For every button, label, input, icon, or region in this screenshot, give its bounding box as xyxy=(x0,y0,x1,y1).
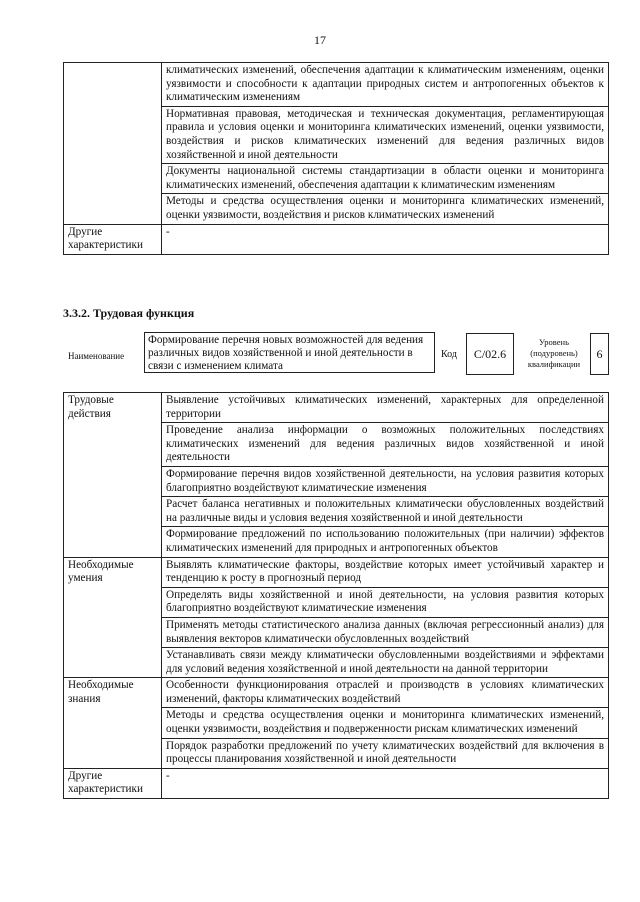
table-row: Порядок разработки предложений по учету климатических воздействий для включения в процессы планирования хозяйственной и иной деятельности xyxy=(162,738,609,768)
knowledge-label: Необходимые знания xyxy=(64,678,162,769)
other-characteristics-value: - xyxy=(162,768,609,798)
name-label: Наименование xyxy=(68,351,125,361)
level-value: 6 xyxy=(590,333,609,375)
table-row: Расчет баланса негативных и положительных климатически обусловленных воздействий на различные виды и условия ведения хозяйственной и иной деятельности xyxy=(162,497,609,527)
table-row: Особенности функционирования отраслей и производств в условиях климатических изменений, факторы климатических воздействий xyxy=(162,678,609,708)
function-title: Формирование перечня новых возможностей для ведения различных видов хозяйственной и иной деятельности в связи с изменением климата xyxy=(144,332,435,373)
table-row: Формирование перечня видов хозяйственной деятельности, на условия развития которых благоприятно воздействуют климатические изменения xyxy=(162,466,609,496)
other-characteristics-value: - xyxy=(162,224,609,254)
function-code: C/02.6 xyxy=(466,333,514,375)
table-row: Выявление устойчивых климатических изменений, характерных для определенной территории xyxy=(162,393,609,423)
other-characteristics-label: Другие характеристики xyxy=(64,224,162,254)
table-row: Устанавливать связи между климатически обусловленными воздействиями и эффектами для условий ведения хозяйственной и иной деятельности на данной территории xyxy=(162,648,609,678)
empty-label-cell xyxy=(64,63,162,225)
section-heading: 3.3.2. Трудовая функция xyxy=(63,306,195,320)
level-label: Уровень (подуровень) квалификации xyxy=(527,337,581,369)
code-label: Код xyxy=(441,349,457,360)
labor-function-table xyxy=(63,392,609,799)
page-number: 17 xyxy=(314,33,326,47)
skills-label: Необходимые умения xyxy=(64,557,162,678)
labor-actions-label: Трудовые действия xyxy=(64,393,162,558)
table-row: Документы национальной системы стандартизации в области оценки и мониторинга климатических изменений, обеспечения адаптации к климатическим изменениям xyxy=(162,164,609,194)
table-row: Выявлять климатические факторы, воздействие которых имеет устойчивый характер и тенденцию к росту в прогнозный период xyxy=(162,557,609,587)
continuation-table xyxy=(63,62,609,255)
table-row: Применять методы статистического анализа данных (включая регрессионный анализ) для выявления векторов климатически обусловленных воздействий xyxy=(162,617,609,647)
table-row: Проведение анализа информации о возможных положительных последствиях климатических изменений для ведения различных видов хозяйственной и иной деятельности xyxy=(162,423,609,467)
table-row: климатических изменений, обеспечения адаптации к климатическим изменениям, оценки уязвимости и способности к адаптации природных систем и антропогенных объектов к климатическим изменениям xyxy=(162,63,609,107)
table-row: Нормативная правовая, методическая и техническая документация, регламентирующая правила и условия оценки и мониторинга климатических изменений, оценки уязвимости, воздействия и рисков климатических изменений для ведения различных видов хозяйственной и иной деятельности xyxy=(162,106,609,163)
other-characteristics-label: Другие характеристики xyxy=(64,768,162,798)
table-row: Определять виды хозяйственной и иной деятельности, на условия развития которых благоприятно воздействуют климатические изменения xyxy=(162,587,609,617)
table-row: Методы и средства осуществления оценки и мониторинга климатических изменений, оценки уязвимости, воздействия и рисков климатических изменений xyxy=(162,194,609,224)
table-row: Формирование предложений по использованию положительных (при наличии) эффектов климатических изменений для природных и антропогенных объектов xyxy=(162,527,609,557)
table-row: Методы и средства осуществления оценки и мониторинга климатических изменений, оценки уязвимости, воздействия и подверженности рискам климатических изменений xyxy=(162,708,609,738)
